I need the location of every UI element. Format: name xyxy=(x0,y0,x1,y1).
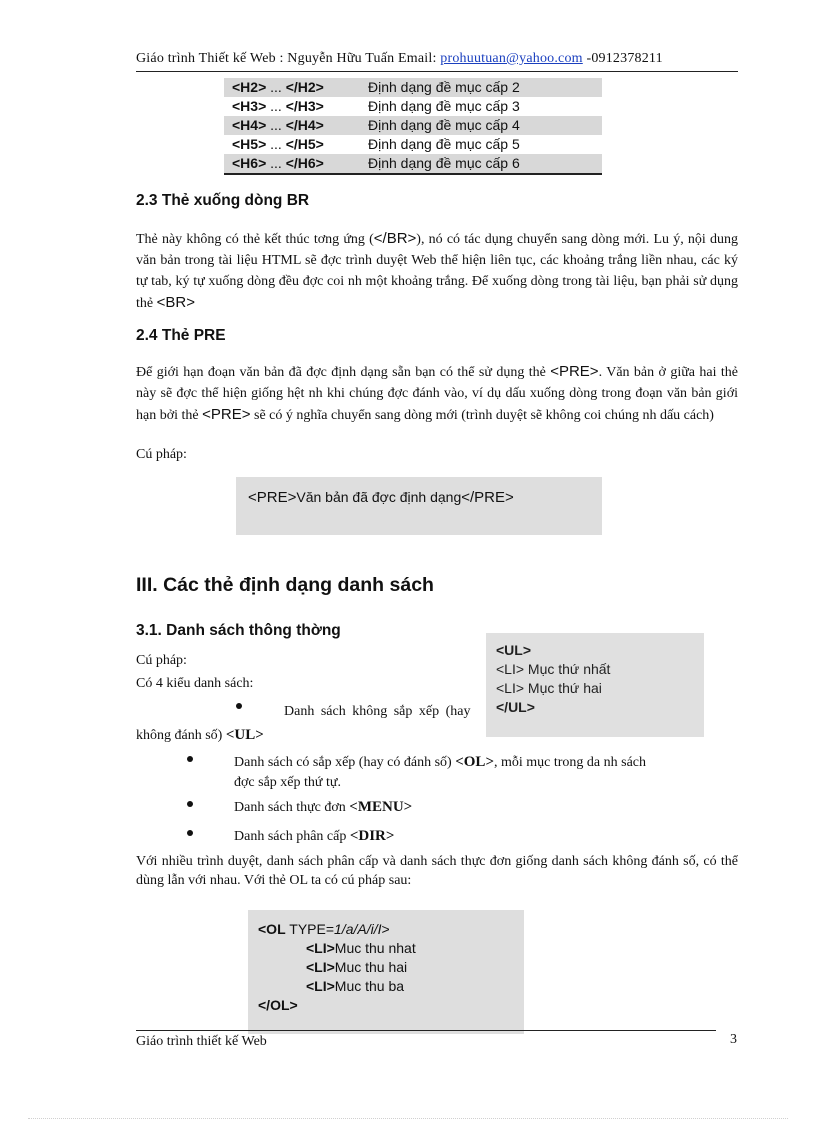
tag-description: Định dạng đề mục cấp 2 xyxy=(360,78,602,97)
page-number: 3 xyxy=(730,1032,737,1047)
bullet-icon xyxy=(236,703,242,709)
header-text: Giáo trình Thiết kế Web : Nguyễn Hữu Tuấn Email: xyxy=(136,51,441,66)
tag-description: Định dạng đề mục cấp 5 xyxy=(368,136,520,152)
footer-title: Giáo trình thiết kế Web xyxy=(136,1034,267,1049)
lists-paragraph: Với nhiều trình duyệt, danh sách phân cấp và danh sách thực đơn giống danh sách không đánh số, có thể dùng lẫn với nhau. Với thẻ OL ta có cú pháp sau: xyxy=(136,854,738,888)
footer-divider xyxy=(136,1030,716,1031)
code-line: </UL> xyxy=(496,699,535,715)
br-tag: <BR> xyxy=(156,294,195,311)
open-tag: <H6> xyxy=(232,155,267,171)
table-row: <H4> ... </H4> Định dạng đề mục cấp 4 xyxy=(224,116,602,135)
table-row: <H3> ... </H3> Định dạng đề mục cấp 3 xyxy=(224,97,602,116)
table-row: <H5> ... </H5> Định dạng đề mục cấp 5 xyxy=(224,135,602,154)
table-bottom-rule xyxy=(224,173,602,175)
heading-tags-table xyxy=(224,78,602,173)
code-close-tag: </PRE> xyxy=(461,489,514,506)
page-edge-line xyxy=(28,1118,788,1119)
open-tag: <H5> xyxy=(232,136,267,152)
open-tag: <H3> xyxy=(232,98,267,114)
dir-tag: <DIR> xyxy=(349,828,395,844)
open-tag: <H4> xyxy=(232,117,267,133)
pre-tag: <PRE> xyxy=(202,406,251,423)
section-lists-title: III. Các thẻ định dạng danh sách xyxy=(136,574,434,596)
code-text: Văn bản đã đợc định dạng xyxy=(296,489,462,505)
bullet-icon xyxy=(187,801,193,807)
code-line: <UL> xyxy=(496,642,532,658)
bullet-icon xyxy=(187,756,193,762)
ol-code-box xyxy=(248,910,524,1034)
section-br-paragraph: Thẻ này không có thẻ kết thúc tơng ứng (</BR>), nó có tác dụng chuyển sang dòng mới. Lu ý, nội dung văn bản trong tài liệu HTML sẽ đợc trình duyệt Web thể hiện liên tục, các khoảng trắng liền nhau, các ký tự tab, ký tự xuống dòng đều đợc coi nh một khoảng trắng. Để xuống dòng trong tài liệu, bạn phải sử dụng thẻ <BR> xyxy=(136,230,738,311)
tag-description: Định dạng đề mục cấp 3 xyxy=(368,98,520,114)
code-line: <LI>Muc thu ba xyxy=(306,978,405,994)
table-row: <H6> ... </H6> Định dạng đề mục cấp 6 xyxy=(224,154,602,173)
code-line: <LI>Muc thu nhat xyxy=(306,940,416,956)
table-row: <H2> ... </H2> Định dạng đề mục cấp 2 xyxy=(224,78,602,97)
pre-code-box xyxy=(236,477,602,535)
close-tag: </H3> xyxy=(285,98,324,114)
list-item: Danh sách phân cấp <DIR> xyxy=(234,828,395,844)
syntax-label: Cú pháp: xyxy=(136,653,187,668)
list-item: Danh sách thực đơn <MENU> xyxy=(234,799,413,815)
section-lists-subtitle: 3.1. Danh sách thông thờng xyxy=(136,622,341,639)
section-br-title: 2.3 Thẻ xuống dòng BR xyxy=(136,192,310,209)
header-divider xyxy=(136,71,738,72)
section-pre-title: 2.4 Thẻ PRE xyxy=(136,327,226,344)
ul-code-box xyxy=(486,633,704,737)
list-kinds-label: Có 4 kiểu danh sách: xyxy=(136,676,254,691)
ul-tag: <UL> xyxy=(225,727,264,743)
syntax-label: Cú pháp: xyxy=(136,447,187,462)
code-line: <LI> Mục thứ hai xyxy=(496,680,602,696)
code-line: <LI> Mục thứ nhất xyxy=(496,661,611,677)
bullet-icon xyxy=(187,830,193,836)
close-tag: </H2> xyxy=(285,79,324,95)
close-tag: </H4> xyxy=(285,117,324,133)
list-item: Danh sách không sắp xếp (hay xyxy=(284,704,471,719)
menu-tag: <MENU> xyxy=(349,799,413,815)
code-open-tag: <PRE> xyxy=(248,489,297,506)
close-tag: </H5> xyxy=(285,136,324,152)
author-email-link[interactable]: prohuutuan@yahoo.com xyxy=(440,51,583,66)
page-header xyxy=(136,51,738,67)
br-end-tag: </BR> xyxy=(373,230,417,247)
open-tag: <H2> xyxy=(232,79,267,95)
code-line: <LI>Muc thu hai xyxy=(306,959,408,975)
list-item-continuation: không đánh số) <UL> xyxy=(136,727,264,743)
code-line: <OL TYPE=1/a/A/i/I> xyxy=(258,921,390,937)
ol-tag: <OL> xyxy=(455,754,494,770)
pre-tag: <PRE> xyxy=(550,363,599,380)
section-pre-paragraph: Để giới hạn đoạn văn bản đã đợc định dạng sẵn bạn có thể sử dụng thẻ <PRE>. Văn bản ở giữa hai thẻ này sẽ đợc thể hiện giống hệt nh khi chúng đợc đánh vào, ví dụ dấu xuống dòng trong đoạn văn bản giới hạn bởi thẻ <PRE> sẽ có ý nghĩa chuyển sang dòng mới (trình duyệt sẽ không coi chúng nh dấu cách) xyxy=(136,363,738,423)
tag-description: Định dạng đề mục cấp 6 xyxy=(360,154,602,173)
code-line: </OL> xyxy=(258,997,298,1013)
tag-description: Định dạng đề mục cấp 4 xyxy=(360,116,602,135)
header-phone: -0912378211 xyxy=(582,51,663,66)
close-tag: </H6> xyxy=(285,155,324,171)
list-item: Danh sách có sắp xếp (hay có đánh số) <OL>, mỗi mục trong da nh sách đợc sắp xếp thứ tự. xyxy=(234,754,647,790)
